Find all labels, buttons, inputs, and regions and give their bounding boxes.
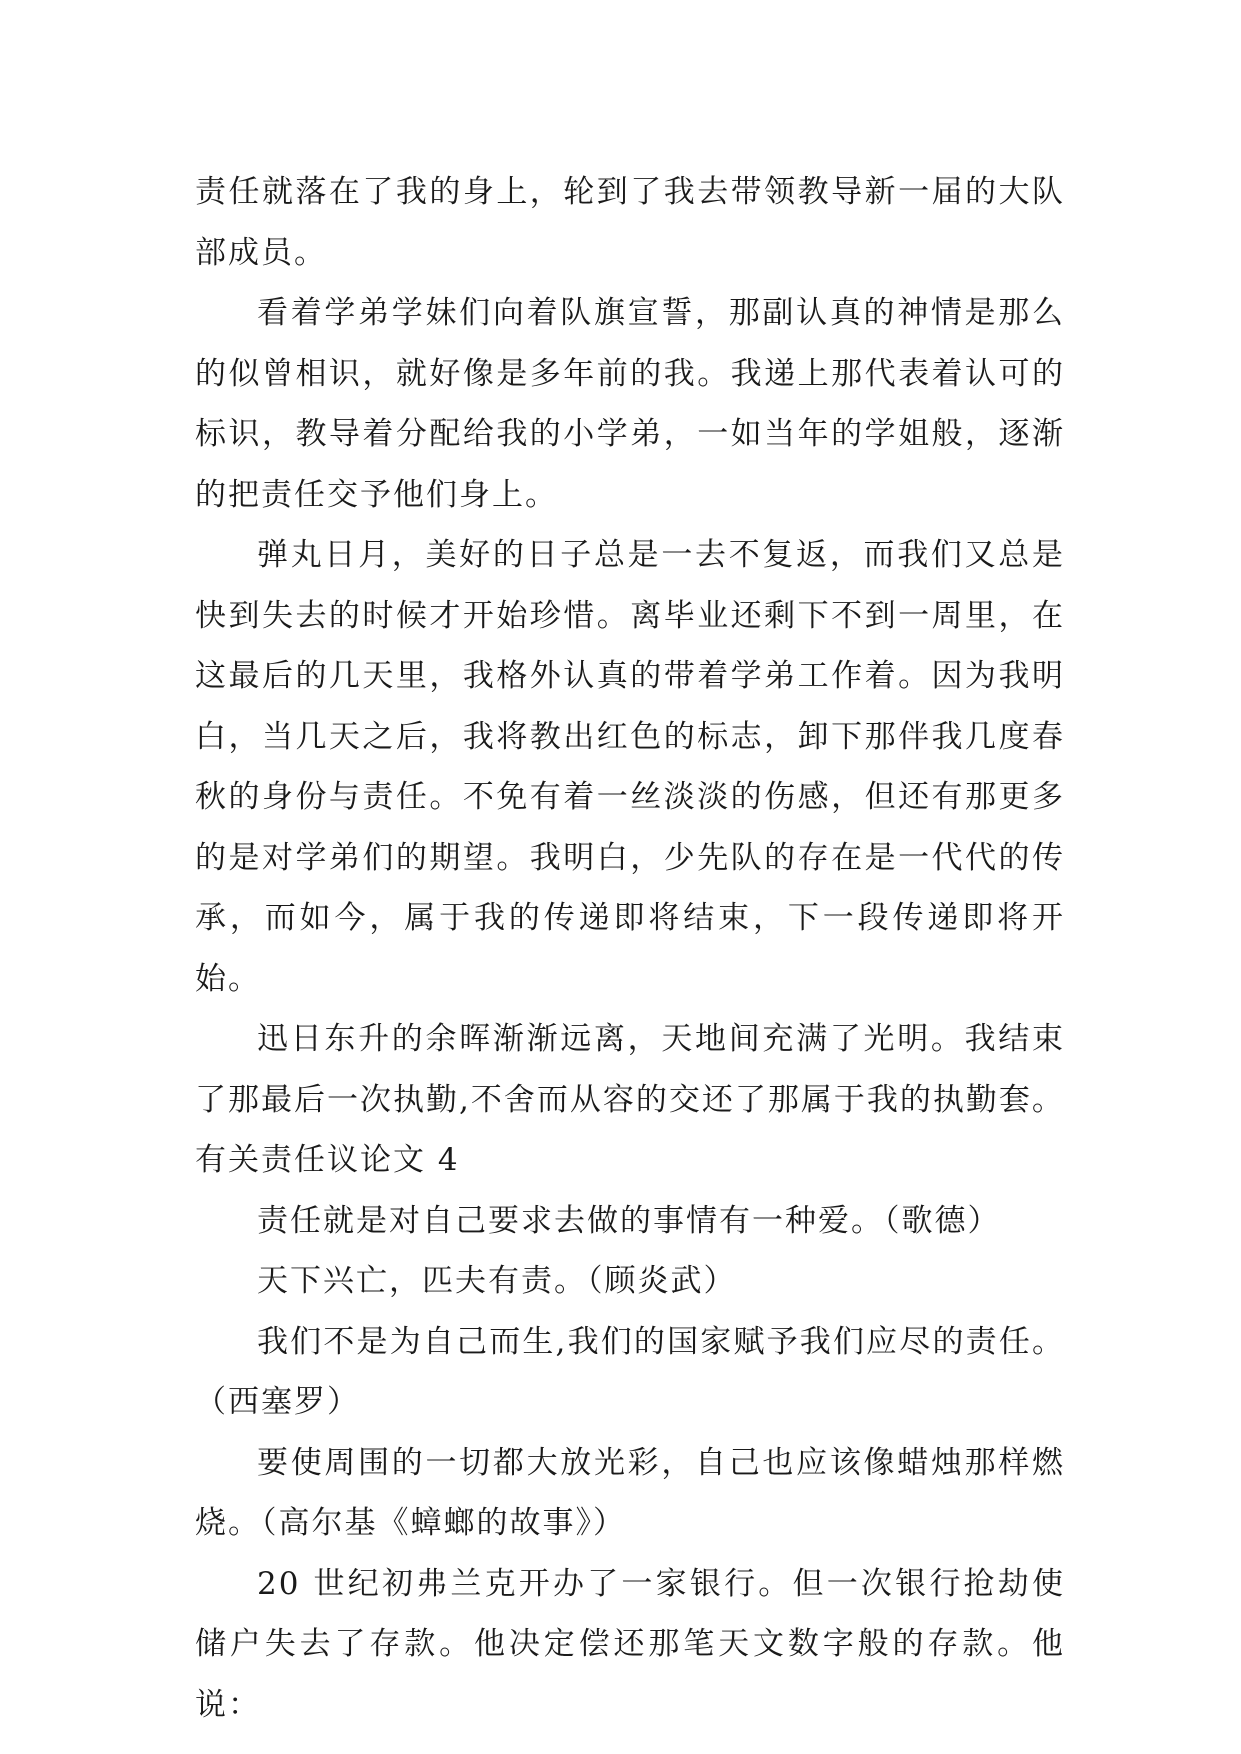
section-heading: 有关责任议论文 4	[195, 1142, 460, 1178]
paragraph-frank-bank: 20 世纪初弗兰克开办了一家银行。但一次银行抢劫使储户失去了存款。他决定偿还那笔天文数字般的存款。他说：	[195, 1565, 1065, 1723]
paragraph-continuation: 责任就落在了我的身上，轮到了我去带领教导新一届的大队部成员。	[195, 174, 1065, 271]
document-body	[195, 162, 1065, 1735]
quote-goethe: 责任就是对自己要求去做的事情有一种爱。（歌德）	[257, 1202, 1001, 1239]
quote-cicero: 我们不是为自己而生,我们的国家赋予我们应尽的责任。（西塞罗）	[195, 1323, 1065, 1420]
paragraph-oath: 看着学弟学妹们向着队旗宣誓，那副认真的神情是那么的似曾相识，就好像是多年前的我。我递上那代表着认可的标识，教导着分配给我的小学弟，一如当年的学姐般，逐渐的把责任交予他们身上。	[195, 295, 1065, 513]
paragraph-sunrise: 迅日东升的余晖渐渐远离，天地间充满了光明。我结束了那最后一次执勤,不舍而从容的交还了那属于我的执勤套。	[195, 1021, 1065, 1118]
quote-gorky: 要使周围的一切都大放光彩，自己也应该像蜡烛那样燃烧。（高尔基《蟑螂的故事》）	[195, 1444, 1065, 1541]
paragraph-graduation: 弹丸日月，美好的日子总是一去不复返，而我们又总是快到失去的时候才开始珍惜。离毕业还剩下不到一周里，在这最后的几天里，我格外认真的带着学弟工作着。因为我明白，当几天之后，我将教出红色的标志，卸下那伴我几度春秋的身份与责任。不免有着一丝淡淡的伤感，但还有那更多的是对学弟们的期望。我明白，少先队的存在是一代代的传承，而如今，属于我的传递即将结束，下一段传递即将开始。	[195, 537, 1065, 997]
quote-gu-yanwu: 天下兴亡，匹夫有责。（顾炎武）	[257, 1263, 737, 1299]
